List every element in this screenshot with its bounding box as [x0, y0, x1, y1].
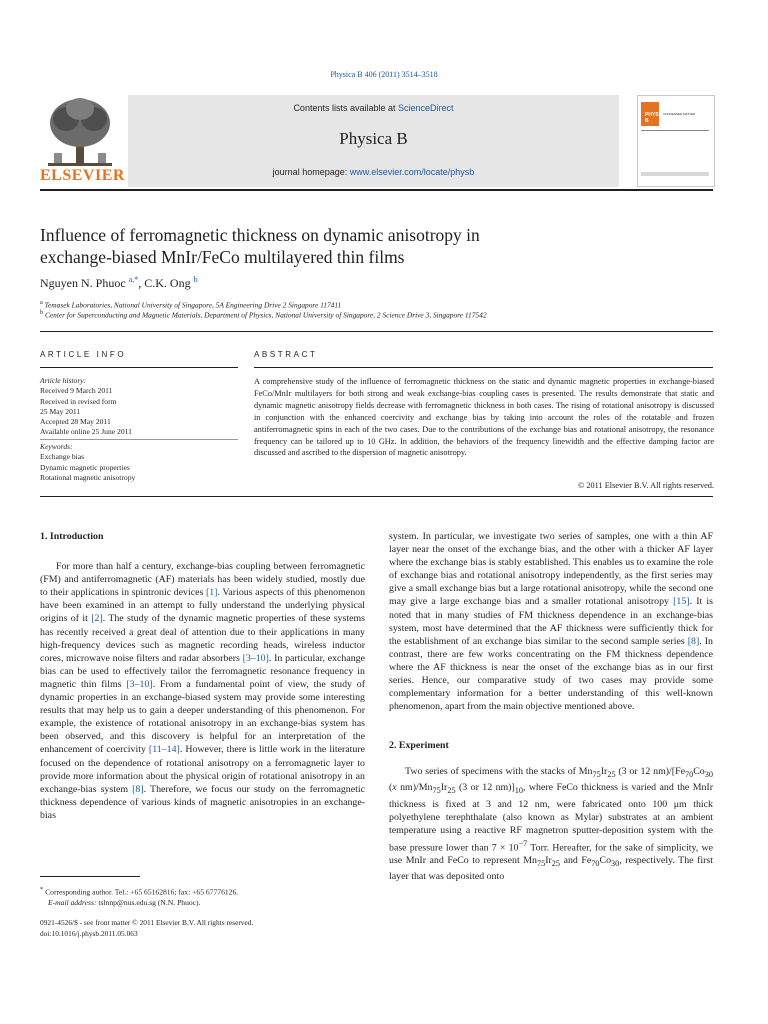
abstract-heading: ABSTRACT: [254, 350, 318, 359]
sciencedirect-link[interactable]: ScienceDirect: [398, 103, 454, 113]
article-info-heading: ARTICLE INFO: [40, 350, 127, 359]
ref-link[interactable]: [1]: [205, 587, 218, 599]
history-label: Article history:: [40, 376, 87, 385]
footnote-corresponding: [40, 885, 238, 909]
author-separator: ,: [138, 276, 145, 290]
intro-continuation: system. In particular, we investigate two series of samples, one with a thin AF layer near the onset of the exchange bias, and the other with a thicker AF layer where the exchange bias is stably established. This enables us to examine the role of exchange bias and rotational anisotropy independently, as the first series may give a small exchange bias but a large rotational anisotropy, while the second one may give a large exchange bias and a smaller rotational anisotropy [15]. It is noted that in many studies of FM thickness dependence in an exchange-bias system, most have determined that the AF thickness were sufficiently thick for the establishment of an exchange bias similar to the second sample series [8]. In contrast, there are few works concentrating on the FM thickness dependence where the AF thickness is near the onset of the exchange bias as in our first series. Hence, our comparative study of two cases may provide some complementary information for a better understanding of this well-known phenomenon, apart from the main objective mentioned above.: [389, 531, 714, 713]
cover-subtitle: CONDENSED MATTER: [663, 112, 696, 116]
affiliation-b: [40, 310, 487, 319]
author-2-affil[interactable]: b: [193, 275, 198, 284]
keywords: [40, 442, 238, 483]
journal-citation[interactable]: Physica B 406 (2011) 3514–3518: [330, 70, 438, 79]
article-history: [40, 376, 238, 438]
abstract-bottom-rule: [40, 496, 713, 497]
cover-color-block: [641, 102, 668, 126]
affiliation-a: [40, 300, 341, 309]
abstract-copyright: © 2011 Elsevier B.V. All rights reserved.: [577, 481, 714, 490]
experiment-heading: 2. Experiment: [389, 740, 449, 752]
homepage-label: journal homepage:: [272, 167, 348, 177]
elsevier-logo: [40, 95, 125, 187]
keyword: Exchange bias: [40, 452, 85, 462]
header-divider: [40, 331, 713, 332]
contents-line: [128, 103, 619, 113]
doi[interactable]: doi:10.1016/j.physb.2011.05.063: [40, 929, 138, 938]
email-address[interactable]: tslnnp@nus.edu.sg (N.N. Phuoc).: [98, 898, 201, 908]
ref-link[interactable]: [11–14]: [148, 744, 180, 756]
tree-icon: [40, 95, 120, 171]
homepage-link[interactable]: www.elsevier.com/locate/physb: [349, 167, 475, 177]
footnote-rule: [40, 876, 140, 877]
abstract-text: A comprehensive study of the influence of ferromagnetic thickness on the static and dynamic magnetic properties in exchange-biased FeCo/MnIr multilayers for both strong and weak exchange-bias coupling cases is presented. The results demonstrate that static and dynamic magnetic anisotropy fields decrease with ferromagnetic thickness in both cases. The rising of rotational anisotropy is discussed in conjunction with the enhanced coercivity and exchange bias by taking into account the roles of the rotatable and frozen antiferromagnetic spins in each of the two cases. Due to the contributions of the exchange bias and rotational anisotropy, the resonance frequency can be tailored up to 10 GHz. In addition, the behaviors of the frequency linewidth and the effective damping factor are discussed and ascribed to the dispersion of magnetic anisotropy.: [254, 377, 714, 458]
experiment-paragraph: Two series of specimens with the stacks of $Mn_{75}Ir_{25}$ (3 or 12 $nm)/[Fe_{70}Co_{30}$ (x $nm)/Mn_{75}Ir_{25}$ (3 or 12 $nm)]_{10}$, where FeCo thickness is varied and the MnIr thickness is fixed at 3 and 12 nm, were fabricated onto 100 μm thick polyethylene terephthalate (also known as Mylar) substrates at an ambient temperature using a reactive RF magnetron sputter-deposition system with the base pressure lower than $7 \times 10^{-7}$ Torr. Hereafter, for the sake of simplicity, we use MnIr and FeCo to represent $Mn_{75}Ir_{25}$ and $Fe_{70}Co_{30}$, respectively. The first layer that was deposited onto: [389, 766, 713, 883]
history-item: 25 May 2011: [40, 406, 81, 416]
corresponding-mark[interactable]: *: [134, 275, 139, 284]
history-item: Received in revised form: [40, 396, 117, 406]
front-matter: [40, 917, 253, 939]
corresponding-text: Corresponding author. Tel.: +65 65162816; fax: +65 67776126.: [45, 887, 239, 897]
affil-mark-a: a: [40, 300, 43, 306]
ref-link[interactable]: [8]: [687, 635, 700, 647]
keyword: Rotational magnetic anisotropy: [40, 472, 136, 482]
abstract-rule: [254, 367, 713, 368]
affil-mark-b: b: [40, 310, 44, 316]
ref-link[interactable]: [3–10]: [126, 678, 153, 690]
author-1-affil[interactable]: a,: [128, 275, 135, 284]
journal-cover-thumbnail[interactable]: [637, 95, 715, 187]
info-sub-rule: [40, 439, 238, 440]
article-title: [40, 224, 680, 268]
author-list: [40, 275, 198, 291]
ref-link[interactable]: [2]: [91, 613, 103, 625]
email-label: E-mail address:: [48, 898, 97, 908]
journal-masthead: [40, 95, 713, 191]
journal-title: Physica B: [339, 129, 408, 148]
intro-paragraph: For more than half a century, exchange-bias coupling between ferromagnetic (FM) and antiferromagnetic (AF) materials has been widely studied, mostly due to their applications in spintronic devices [1]. Various aspects of this phenomenon have been examined in an attempt to fully understand the underlying physical origins of it [2]. The study of the dynamic magnetic properties of these systems has recently received a great deal of attention due to their applications in many high-frequency devices such as magnetic recording heads, wireless inductor cores, microwave noise filters and radar absorbers [3–10]. In particular, exchange bias can be used to effectively tailor the ferromagnetic resonance frequency in magnetic thin films [3–10]. From a fundamental point of view, the study of dynamic properties in an exchange-biased system may provide some interesting results that may help us to gain a deeper understanding of this phenomenon. For example, the existence of rotational anisotropy in an exchange-bias system has been observed, and this discovery is helpful for an interpretation of the enhancement of coercivity [11–14]. However, there is little work in the literature focused on the dependence of rotational anisotropy on a ferromagnetic layer to provide more information about the physical origin of rotational anisotropy in an exchange-bias system [8]. Therefore, we focus our study on the ferromagnetic thickness dependence of various kinds of magnetic anisotropies in an exchange-bias: [40, 561, 366, 821]
homepage-line: [128, 167, 619, 177]
affil-text-a: Temasek Laboratories, National University of Singapore, 5A Engineering Drive 2 Singapore 117411: [44, 300, 342, 310]
keyword: Dynamic magnetic properties: [40, 462, 130, 472]
title-line-2: exchange-biased MnIr/FeCo multilayered thin films: [40, 247, 405, 267]
keywords-label: Keywords:: [40, 442, 73, 451]
info-rule: [40, 367, 238, 368]
title-line-1: Influence of ferromagnetic thickness on dynamic anisotropy in: [40, 225, 480, 245]
history-item: Received 9 March 2011: [40, 386, 113, 396]
body-left-column: [40, 530, 365, 822]
cover-footer-bar: [641, 172, 709, 176]
history-item: Accepted 28 May 2011: [40, 417, 111, 427]
affil-text-b: Center for Superconducting and Magnetic Materials, Department of Physics, National University of Singapore, 2 Science Drive 3, Singapore 117542: [44, 310, 487, 320]
front-matter-line: 0921-4526/$ - see front matter © 2011 Elsevier B.V. All rights reserved.: [40, 918, 254, 927]
footnote-mark: *: [40, 886, 44, 893]
author-1[interactable]: Nguyen N. Phuoc: [40, 276, 126, 290]
ref-link[interactable]: [15]: [673, 596, 690, 608]
cover-title: PHYSICA B: [645, 112, 668, 124]
history-item: Available online 25 June 2011: [40, 427, 132, 437]
elsevier-wordmark: ELSEVIER: [40, 167, 125, 184]
cover-divider: [641, 130, 709, 131]
journal-banner: [128, 95, 619, 187]
body-right-column: [389, 530, 713, 883]
author-2[interactable]: C.K. Ong: [144, 276, 191, 290]
contents-prefix: Contents lists available at: [293, 103, 396, 113]
ref-link[interactable]: [8]: [132, 783, 144, 795]
intro-heading: 1. Introduction: [40, 531, 104, 542]
ref-link[interactable]: [3–10]: [242, 652, 269, 664]
